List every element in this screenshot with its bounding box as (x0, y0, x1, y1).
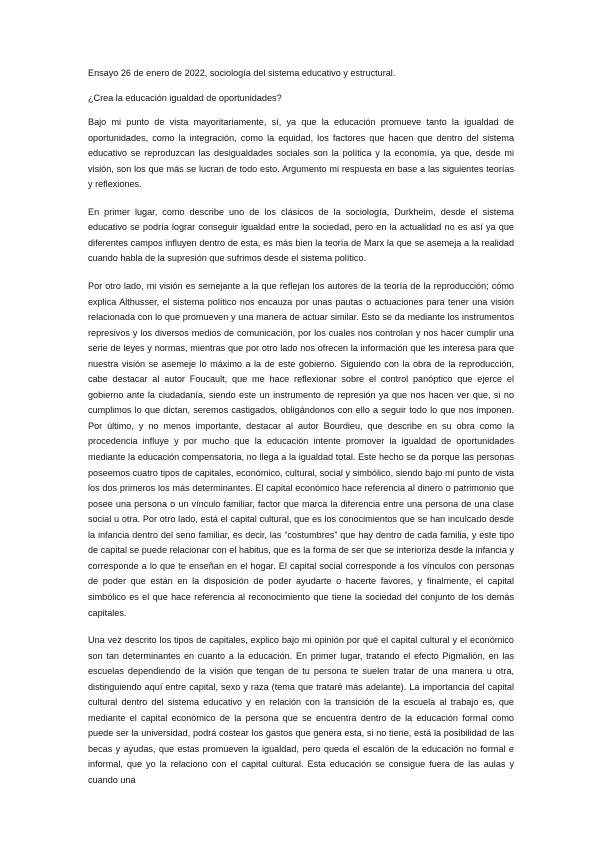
paragraph-intro: Bajo mi punto de vista mayoritariamente, sí, ya que la educación promueve tanto la igualdad de oportunidades, como la integración, como la equidad, los factores que hacen que dentro del sistema educativo se reproduzcan las desigualdades sociales son la política y la economía, ya que, desde mi visión, son los que más se lucran de todo esto. Argumento mi respuesta en base a las siguientes teorías y reflexiones. (88, 117, 514, 190)
paragraph-capitals: Una vez descrito los tipos de capitales, explico bajo mi opinión por qué el capital cultural y el económico son tan determinantes en cuanto a la educación. En primer lugar, tratando el efecto Pigmalión, en las escuelas dependiendo de la visión que tengan de tu persona te suelen tratar de una manera u otra, distinguiendo aquí entre capital, sexo y raza (tema que trataré más adelante). La importancia del capital cultural dentro del sistema educativo y en relación con la transición de la escuela al trabajo es, que mediante el capital económico de la persona que se encuentra dentro de la educación formal como puede ser la universidad, podrá costear los gastos que genera esta, si no tiene, está la posibilidad de las becas y ayudas, que estas promueven la igualdad, pero queda el escalón de la educación no formal e informal, que yo la relaciono con el capital cultural. Esta educación se consigue fuera de las aulas y cuando una (88, 635, 514, 785)
paragraph-reproduction-theory: Por otro lado, mi visión es semejante a la que reflejan los autores de la teoría de la reproducción; cómo explica Althusser, el sistema político nos encauza por unas pautas o actuaciones para tener una visión relacionada con lo que promueven y una manera de actuar similar. Esto se da mediante los instrumentos represivos y los diversos medios de comunicación, por los cuales nos controlan y nos hacer cumplir una serie de leyes y normas, mientras que por otro lado nos ofrecen la información que les interesa para que nuestra visión se asemeje lo máximo a la de este gobierno. Siguiendo con la obra de la reproducción, cabe destacar al autor Foucault, que me hace reflexionar sobre el control panóptico que ejerce el gobierno ante la ciudadanía, siendo este un instrumento de represión ya que nos hacen ver que, si no cumplimos lo que dictan, seremos castigados, obligándonos con ello a seguir todo lo que nos imponen. Por último, y no menos importante, destacar al autor Bourdieu, que describe en su obra como la procedencia influye y por mucho que la educación intente promover la igualdad de oportunidades mediante la educación compensatoria, no llega a la igualdad total. Este hecho se da porque las personas poseemos cuatro tipos de capitales, económico, cultural, social y simbólico, siendo bajo mi punto de vista los dos primeros los más determinantes. El capital económico hace referencia al dinero o patrimonio que posee una persona o un vínculo familiar, factor que marca la diferencia entre una persona de una clase social u otra. Por otro lado, está el capital cultural, que es los conocimientos que se han inculcado desde la infancia dentro del seno familiar, es decir, las “costumbres” que hay dentro de cada familia, y este tipo de capital se puede relacionar con el habitus, que es la forma de ser que se interioriza desde la infancia y corresponde a lo que te enseñan en el hogar. El capital social corresponde a los vínculos con personas de poder que están en la disposición de poder ayudarte o hacerte favores, y finalmente, el capital simbólico es el que hace referencia al reconocimiento que tiene la sociedad del conjunto de los demás capitales. (88, 281, 514, 618)
document-heading: Ensayo 26 de enero de 2022, sociología del sistema educativo y estructural. (88, 68, 396, 78)
paragraph-durkheim: En primer lugar, como describe uno de los clásicos de la sociología, Durkheim, desde el sistema educativo se podría lograr conseguir igualdad entre la sociedad, pero en la actualidad no es así ya que diferentes campos influyen dentro de esta, es más bien la teoría de Marx la que se asemeja a la realidad cuando habla de la supresión que sufrimos desde el sistema político. (88, 206, 514, 264)
document-page (88, 66, 514, 801)
essay-question: ¿Crea la educación igualdad de oportunidades? (88, 92, 282, 103)
